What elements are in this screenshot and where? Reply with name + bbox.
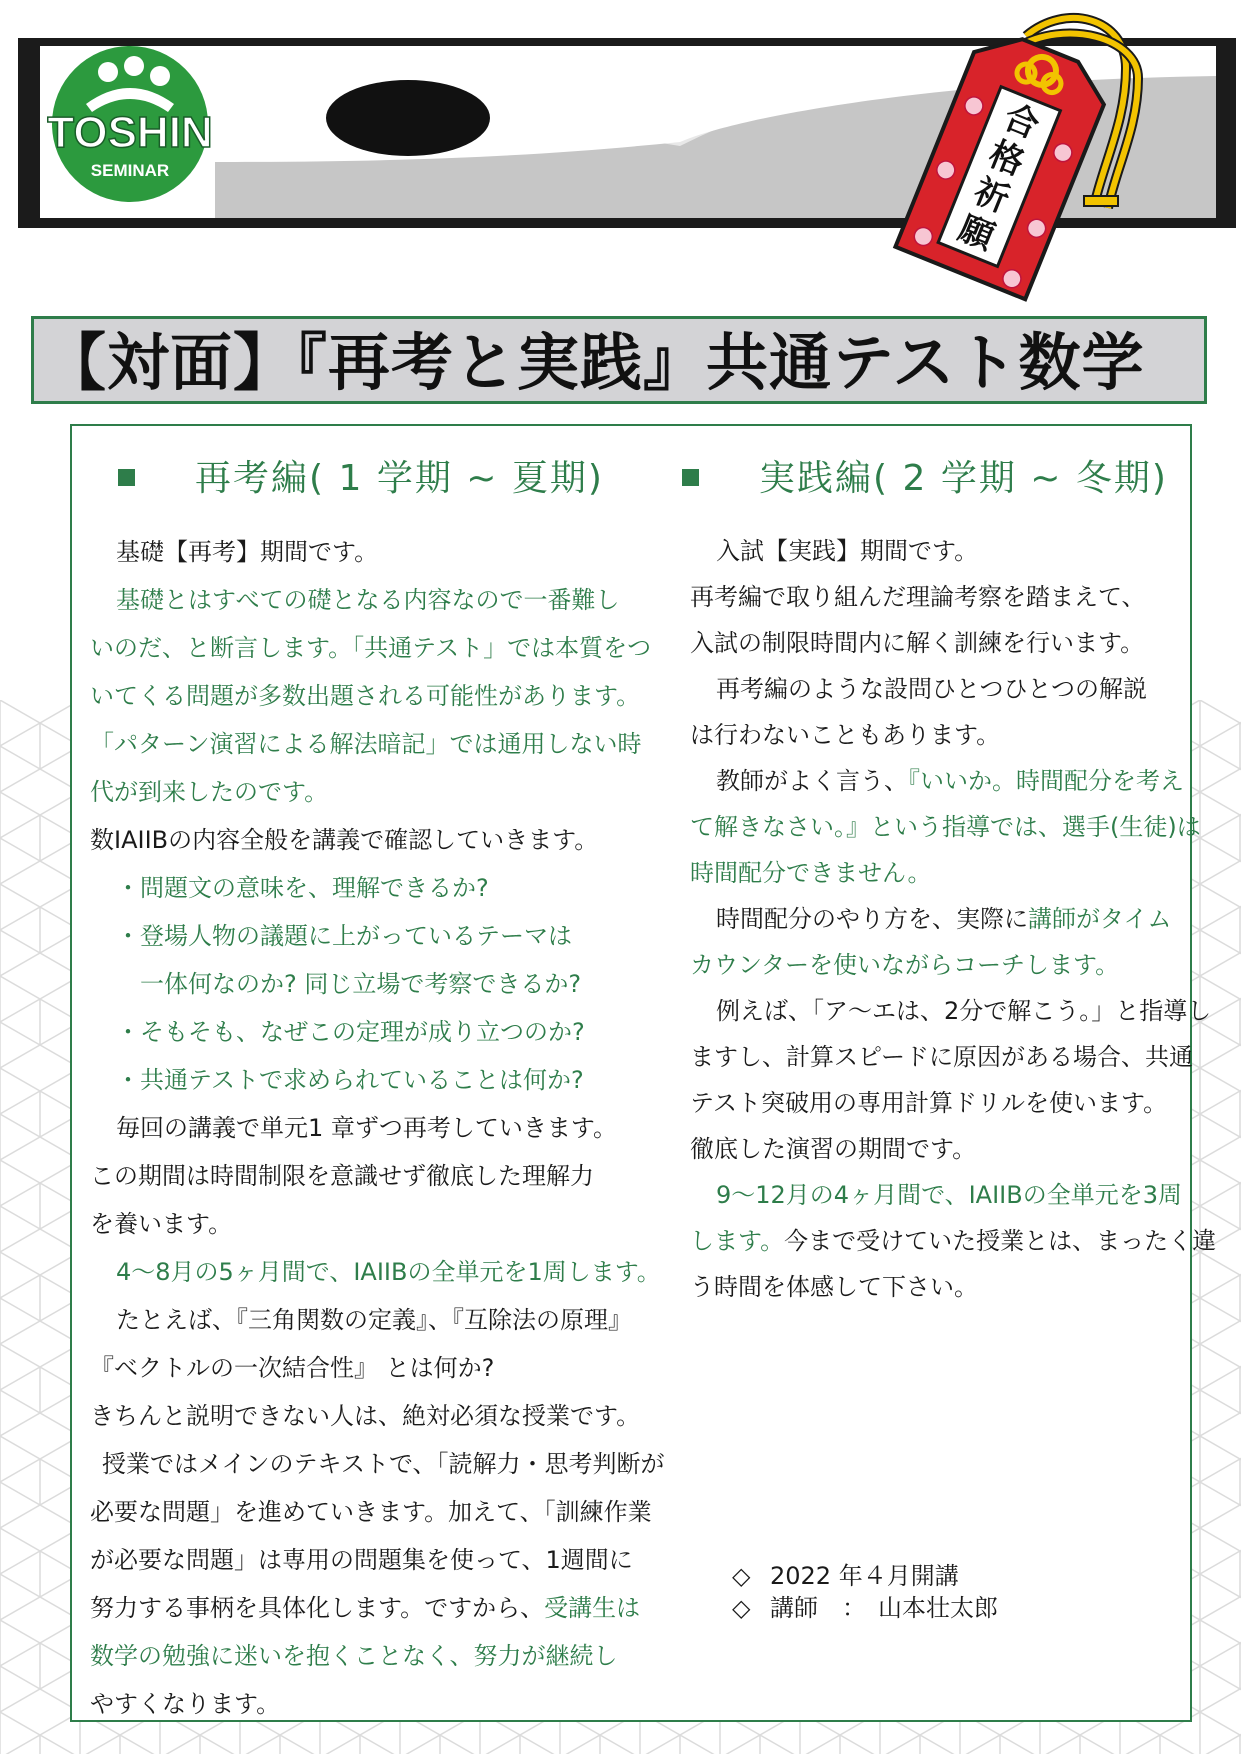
left-line: 必要な問題」を進めていきます。加えて、「訓練作業 xyxy=(90,1498,652,1526)
left-column xyxy=(90,528,665,1728)
course-info xyxy=(732,1560,998,1624)
right-line: 再考編で取り組んだ理論考察を踏まえて、 xyxy=(690,583,1146,611)
right-line-part: 教師がよく言う、 xyxy=(716,767,908,795)
omamori-char-3: 祈 xyxy=(968,171,1015,221)
right-line: 例えば、「ア～エは、2分で解こう。」と指導し xyxy=(716,997,1212,1025)
left-line: この期間は時間制限を意識せず徹底した理解力 xyxy=(90,1162,594,1190)
right-column xyxy=(690,528,1217,1310)
omamori-char-2: 格 xyxy=(983,134,1030,184)
left-line: たとえば、『三角関数の定義』、『互除法の原理』 xyxy=(116,1306,632,1334)
page-title: 【対面】『再考と実践』共通テスト数学 xyxy=(44,326,1145,399)
right-line: 9～12月の4ヶ月間で、IAIIBの全単元を3周 xyxy=(716,1181,1182,1209)
left-line: 基礎とはすべての礎となる内容なので一番難し xyxy=(116,586,620,614)
main-frame xyxy=(70,424,1217,1722)
bullet-item xyxy=(90,864,620,912)
right-line: ますし、計算スピードに原因がある場合、共通 xyxy=(690,1043,1194,1071)
right-heading-text: 実践編( 2 学期 ~ 冬期) xyxy=(759,458,1168,499)
left-line xyxy=(90,1584,641,1632)
right-line: 入試の制限時間内に解く訓練を行います。 xyxy=(690,629,1145,657)
right-line-part: 講師がタイム xyxy=(1028,905,1172,933)
left-line: やすくなります。 xyxy=(90,1690,281,1718)
right-line: テスト突破用の専用計算ドリルを使います。 xyxy=(690,1089,1168,1117)
right-line: は行わないこともあります。 xyxy=(690,721,1001,749)
right-line: 徹底した演習の期間です。 xyxy=(690,1135,977,1163)
start-date-text: 2022 年４月開講 xyxy=(770,1562,959,1590)
bullet-item xyxy=(90,1008,620,1056)
left-line: を養います。 xyxy=(90,1210,233,1238)
right-line xyxy=(690,896,1180,942)
left-line: 代が到来したのです。 xyxy=(90,778,329,806)
bullet-text: 登場人物の議題に上がっているテーマは xyxy=(140,922,572,950)
diamond-icon: ◇ xyxy=(732,1562,751,1590)
right-line xyxy=(690,1218,1217,1264)
left-line: 基礎【再考】期間です。 xyxy=(116,538,379,566)
logo-text: TOSHIN xyxy=(47,108,213,157)
omamori-char-1: 合 xyxy=(998,96,1045,147)
omamori-char-4: 願 xyxy=(953,208,1000,259)
bullet-dot: ・ xyxy=(116,1066,140,1094)
diamond-icon: ◇ xyxy=(732,1594,751,1622)
bullet-text: そもそも、なぜこの定理が成り立つのか? xyxy=(140,1018,585,1046)
right-line-part: します。 xyxy=(690,1227,785,1255)
right-line: 入試【実践】期間です。 xyxy=(716,537,979,565)
bullet-dot: ・ xyxy=(116,922,140,950)
square-bullet-icon xyxy=(118,469,135,486)
right-line: て解きなさい。』という指導では、選手(生徒)は xyxy=(690,813,1201,841)
bullet-text: 共通テストで求められていることは何か? xyxy=(140,1066,584,1094)
right-line: 時間配分できません。 xyxy=(690,859,932,887)
teacher-text: 講師 ： 山本壮太郎 xyxy=(770,1594,998,1622)
bullet-item xyxy=(90,1056,620,1104)
right-line: 再考編のような設問ひとつひとつの解説 xyxy=(716,675,1148,703)
bullet-dot: ・ xyxy=(116,1018,140,1046)
right-line-part: 今まで受けていた授業とは、まったく違 xyxy=(784,1227,1217,1255)
left-line: が必要な問題」は専用の問題集を使って、1週間に xyxy=(90,1546,633,1574)
left-line: 数学の勉強に迷いを抱くことなく、努力が継続し xyxy=(90,1642,618,1670)
left-line: いてくる問題が多数出題される可能性があります。 xyxy=(90,682,641,710)
bullet-continuation: 一体何なのか? 同じ立場で考察できるか? xyxy=(140,970,582,998)
right-heading xyxy=(682,454,1168,504)
bullet-dot: ・ xyxy=(116,874,140,902)
left-line: 4～8月の5ヶ月間で、IAIIBの全単元を1周します。 xyxy=(116,1258,661,1286)
bullet-text: 問題文の意味を、理解できるか? xyxy=(140,874,489,902)
right-line-part: 時間配分のやり方を、実際に xyxy=(716,905,1028,933)
start-date xyxy=(732,1560,998,1592)
left-line: きちんと説明できない人は、絶対必須な授業です。 xyxy=(90,1402,641,1430)
toshin-logo xyxy=(46,42,214,206)
omamori-charm xyxy=(876,8,1176,306)
teacher xyxy=(732,1592,998,1624)
left-line-part: 受講生は xyxy=(544,1594,641,1622)
left-line-part: 努力する事柄を具体化します。ですから、 xyxy=(90,1594,545,1622)
left-line: 授業ではメインのテキストで、「読解力・思考判断が xyxy=(102,1450,665,1478)
left-heading xyxy=(118,454,604,504)
left-line: いのだ、と断言します。「共通テスト」では本質をつ xyxy=(90,634,652,662)
right-line xyxy=(690,758,1184,804)
left-heading-text: 再考編( 1 学期 ~ 夏期) xyxy=(195,458,604,499)
right-line-part: 『いいか。時間配分を考え xyxy=(908,767,1184,795)
title-bar xyxy=(31,316,1207,404)
right-line: カウンターを使いながらコーチします。 xyxy=(690,951,1120,979)
left-line: 「パターン演習による解法暗記」では通用しない時 xyxy=(90,730,642,758)
right-line: う時間を体感して下さい。 xyxy=(690,1273,978,1301)
square-bullet-icon xyxy=(682,469,699,486)
left-line: 『ベクトルの一次結合性』 とは何か? xyxy=(90,1354,495,1382)
left-line: 数IAIIBの内容全般を講義で確認していきます。 xyxy=(90,826,599,854)
left-line: 毎回の講義で単元1 章ずつ再考していきます。 xyxy=(116,1114,617,1142)
logo-subtext: SEMINAR xyxy=(90,161,170,180)
bullet-item xyxy=(90,912,620,960)
